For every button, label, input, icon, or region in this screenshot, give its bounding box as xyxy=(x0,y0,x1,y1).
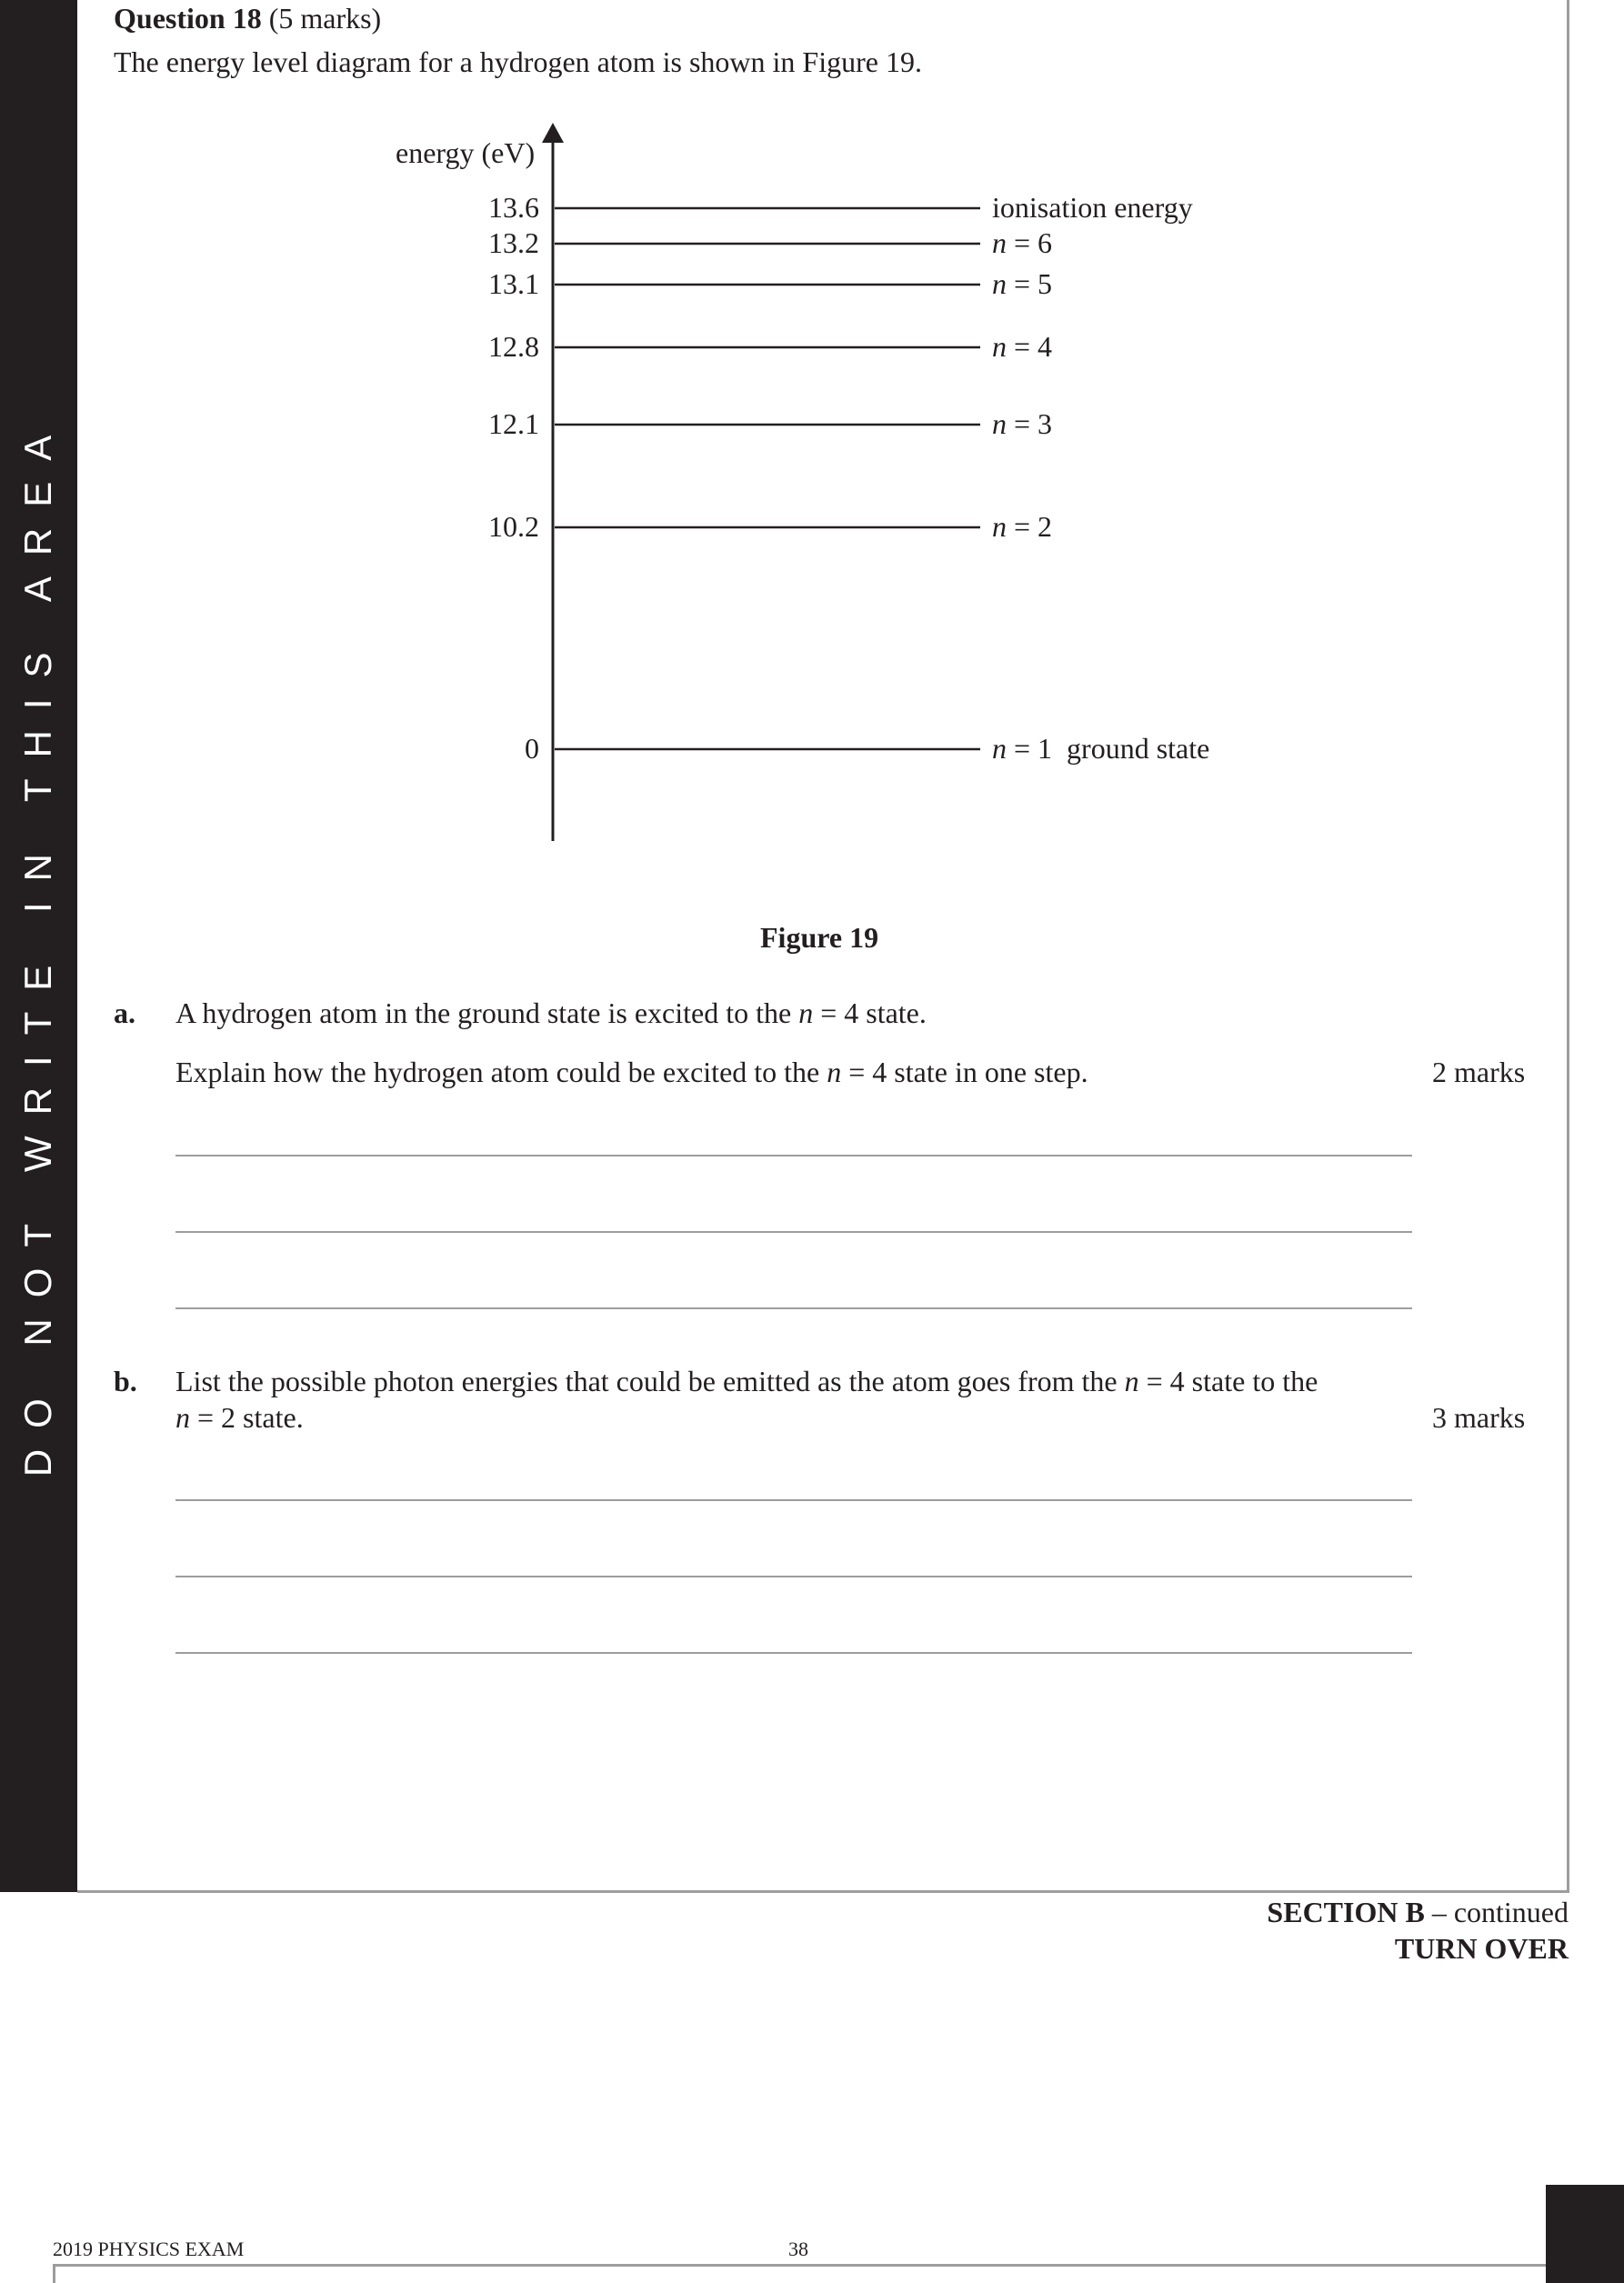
part-a-letter: a. xyxy=(114,996,135,1029)
answer-line[interactable] xyxy=(175,1576,1412,1577)
level-state-label: n = 4 xyxy=(992,330,1053,363)
answer-line[interactable] xyxy=(175,1499,1412,1501)
energy-level-diagram xyxy=(364,114,1273,859)
level-state-label: n = 5 xyxy=(992,267,1053,300)
answer-line[interactable] xyxy=(175,1231,1412,1233)
figure-caption: Figure 19 xyxy=(760,921,879,954)
part-a-marks: 2 marks xyxy=(1432,1056,1526,1088)
energy-value-label: 13.6 xyxy=(488,191,539,224)
level-state-label: n = 2 xyxy=(992,510,1053,543)
axis-arrowhead xyxy=(542,123,564,143)
energy-value-label: 12.1 xyxy=(488,407,539,440)
energy-levels xyxy=(555,208,980,749)
energy-value-label: 13.2 xyxy=(488,226,539,259)
part-b-question-line2: n = 2 state. xyxy=(175,1401,304,1434)
part-a-statement: A hydrogen atom in the ground state is excited to the n = 4 state. xyxy=(175,996,927,1029)
question-number: Question 18 xyxy=(114,2,262,35)
energy-value-label: 0 xyxy=(525,732,539,765)
level-state-label: ionisation energy xyxy=(992,191,1193,224)
question-intro: The energy level diagram for a hydrogen atom is shown in Figure 19. xyxy=(114,45,922,78)
level-state-label: n = 3 xyxy=(992,407,1053,440)
turn-over: TURN OVER xyxy=(1394,1932,1569,1965)
answer-line[interactable] xyxy=(175,1155,1412,1157)
footer-rule xyxy=(53,2264,1546,2283)
part-b-marks: 3 marks xyxy=(1432,1401,1526,1434)
answer-line[interactable] xyxy=(175,1307,1412,1309)
part-a-question: Explain how the hydrogen atom could be excited to the n = 4 state in one step. xyxy=(175,1056,1088,1088)
do-not-write-label: DO NOT WRITE IN THIS AREA xyxy=(16,414,59,1477)
corner-block xyxy=(1546,2185,1624,2283)
energy-value-label: 13.1 xyxy=(488,267,539,300)
answer-line[interactable] xyxy=(175,1652,1412,1654)
question-heading xyxy=(114,4,381,33)
level-state-label: n = 1 ground state xyxy=(992,732,1210,765)
page-number: 38 xyxy=(788,2238,808,2260)
section-continued: SECTION B – continued xyxy=(1267,1896,1569,1928)
level-state-label: n = 6 xyxy=(992,226,1053,259)
part-b-question-line1: List the possible photon energies that could be emitted as the atom goes from the n = 4 state to the xyxy=(175,1365,1318,1397)
exam-name: 2019 PHYSICS EXAM xyxy=(53,2238,245,2260)
part-b-letter: b. xyxy=(114,1365,137,1397)
do-not-write-margin xyxy=(0,0,77,1892)
axis-label: energy (eV) xyxy=(396,136,536,169)
energy-value-label: 12.8 xyxy=(488,330,539,363)
question-marks: (5 marks) xyxy=(268,2,382,35)
energy-value-label: 10.2 xyxy=(488,510,539,543)
